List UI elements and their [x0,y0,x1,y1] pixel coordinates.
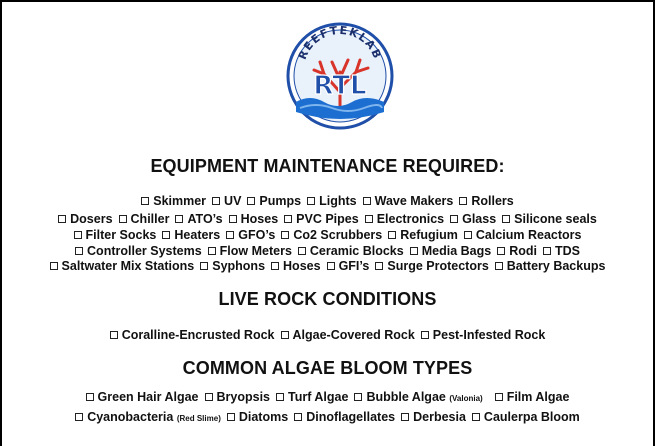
checkbox-label: Turf Algae [288,390,349,404]
checkbox-label: Filter Socks [85,228,157,242]
checkbox[interactable] [464,231,472,239]
logo-emblem [286,22,394,130]
checkbox[interactable] [502,215,510,223]
checkbox-label: ATO’s [187,212,223,226]
checkbox[interactable] [354,393,362,401]
checkbox-item[interactable] [205,390,271,404]
equipment-row-1 [2,194,653,208]
checkbox[interactable] [200,262,208,270]
checkbox-label: Chiller [130,212,170,226]
checkbox-item[interactable] [298,244,404,258]
checkbox-label: Derbesia [413,410,466,424]
checkbox-label: Dosers [70,212,113,226]
algae-row-2 [2,410,653,424]
checkbox-item[interactable] [271,259,321,273]
checkbox-label: UV [224,194,242,208]
checkbox-item[interactable]: Film Algae [495,390,570,404]
checkbox[interactable] [50,262,58,270]
checkbox-item[interactable] [281,228,382,242]
checkbox-item[interactable] [58,212,112,226]
checkbox-item[interactable] [375,259,488,273]
checkbox-label: Saltwater Mix Stations [61,259,195,273]
checkbox[interactable] [74,231,82,239]
checkbox[interactable] [281,331,289,339]
checkbox[interactable] [497,247,505,255]
checkbox-item[interactable] [365,212,444,226]
checkbox-item[interactable] [86,390,199,404]
checkbox-label: Wave Makers [374,194,454,208]
checkbox[interactable] [175,215,183,223]
checkbox-item[interactable] [162,228,220,242]
checkbox[interactable] [281,231,289,239]
checkbox-label: Rollers [471,194,514,208]
checkbox-item[interactable] [75,244,202,258]
checkbox-label: Skimmer [153,194,207,208]
checkbox[interactable] [363,197,371,205]
checkbox-label: Controller Systems [87,244,202,258]
checkbox[interactable] [141,197,149,205]
checkbox-label: Flow Meters [219,244,292,258]
checkbox[interactable] [271,262,279,270]
checkbox-label: Hoses [240,212,279,226]
checkbox-label: Surge Protectors [387,259,489,273]
checkbox-item[interactable] [307,194,357,208]
checkbox[interactable] [375,262,383,270]
checkbox-item[interactable] [281,328,415,342]
checkbox[interactable] [212,197,220,205]
checkbox[interactable] [162,231,170,239]
checkbox-item[interactable] [229,212,279,226]
checkbox[interactable] [495,393,503,401]
checkbox[interactable] [110,331,118,339]
checkbox-item[interactable] [363,194,454,208]
checkbox-item[interactable] [450,212,496,226]
equipment-row-2 [2,212,653,226]
checkbox-label: Battery Backups [506,259,606,273]
checkbox-item[interactable] [141,194,206,208]
checkbox[interactable] [284,215,292,223]
checkbox-label: Silicone seals [514,212,597,226]
checkbox-item[interactable] [212,194,241,208]
checkbox-label: Calcium Reactors [475,228,582,242]
logo-brand-text: REEFTEKLAB [295,23,385,62]
checkbox[interactable] [365,215,373,223]
checkbox-label: Heaters [174,228,221,242]
checkbox-item[interactable] [327,259,370,273]
checkbox-label: Ceramic Blocks [309,244,404,258]
checkbox-item[interactable] [388,228,458,242]
checkbox-item[interactable] [276,390,348,404]
checkbox-item[interactable] [200,259,265,273]
checkbox-item[interactable] [464,228,582,242]
checkbox-label: Syphons [212,259,266,273]
checkbox-item[interactable] [119,212,170,226]
checkbox-label: Refugium [400,228,458,242]
checkbox[interactable] [307,197,315,205]
checkbox-item[interactable] [495,259,606,273]
checkbox[interactable] [208,247,216,255]
checkbox-label: Dinoflagellates [306,410,396,424]
checkbox[interactable] [247,197,255,205]
checkbox[interactable] [227,413,235,421]
algae-heading: COMMON ALGAE BLOOM TYPES [182,358,473,378]
checkbox-item[interactable] [459,194,513,208]
checkbox[interactable] [119,215,127,223]
equipment-row-4 [2,244,653,258]
checkbox-label: Caulerpa Bloom [483,410,580,424]
live-rock-row-1 [2,328,653,342]
checkbox-item[interactable] [543,244,580,258]
checkbox-item[interactable] [226,228,275,242]
checkbox-item[interactable]: Bubble Algae (Valonia) [354,390,482,404]
checkbox-label: Rodi [509,244,537,258]
live-rock-heading: LIVE ROCK CONDITIONS [218,289,437,309]
checkbox[interactable] [298,247,306,255]
algae-row-1 [2,390,653,404]
checkbox[interactable] [472,413,480,421]
checkbox-label: Media Bags [421,244,492,258]
checkbox-label: TDS [554,244,580,258]
checkbox-item[interactable] [247,194,301,208]
checkbox[interactable] [543,247,551,255]
checkbox-label: Co2 Scrubbers [293,228,383,242]
checkbox[interactable] [205,393,213,401]
checkbox-item[interactable] [50,259,195,273]
checkbox-label: GFI’s [338,259,370,273]
checkbox-label: Bryopsis [216,390,271,404]
checkbox-item[interactable] [74,228,157,242]
checkbox-item[interactable] [227,410,288,424]
checkbox[interactable] [495,262,503,270]
checkbox[interactable] [226,231,234,239]
checkbox-label: Diatoms [238,410,289,424]
equipment-row-5 [2,259,653,273]
checkbox-label: Lights [319,194,357,208]
checkbox-item[interactable] [497,244,537,258]
checkbox[interactable] [459,197,467,205]
checkbox[interactable] [75,413,83,421]
checkbox-item[interactable] [110,328,275,342]
checkbox[interactable] [86,393,94,401]
checkbox-label: Algae-Covered Rock [292,328,415,342]
checkbox-item[interactable]: Cyanobacteria (Red Slime) [75,410,221,424]
checkbox-label: GFO’s [238,228,276,242]
checkbox-item[interactable] [472,410,580,424]
checkbox[interactable] [388,231,396,239]
checkbox-item[interactable] [502,212,597,226]
checkbox-item[interactable] [284,212,359,226]
checkbox-item[interactable] [401,410,466,424]
checkbox-item[interactable] [421,328,546,342]
logo-monogram: RTL [313,71,367,101]
checkbox-label: Coralline-Encrusted Rock [121,328,275,342]
checkbox-item[interactable] [410,244,491,258]
checkbox-label: Glass [462,212,497,226]
checkbox[interactable] [75,247,83,255]
checkbox-label: Pest-Infested Rock [432,328,546,342]
checkbox-label: Hoses [283,259,321,273]
checkbox-label: Pumps [259,194,302,208]
checkbox[interactable] [327,262,335,270]
checkbox[interactable] [410,247,418,255]
checkbox[interactable] [229,215,237,223]
checkbox-item[interactable] [208,244,292,258]
checkbox-item[interactable] [294,410,395,424]
reefteklab-logo [286,22,394,130]
checkbox[interactable] [450,215,458,223]
checkbox[interactable] [276,393,284,401]
checkbox-label: Green Hair Algae [97,390,199,404]
checkbox-label: PVC Pipes [296,212,359,226]
checkbox[interactable] [401,413,409,421]
equipment-row-3 [2,228,653,242]
equipment-heading: EQUIPMENT MAINTENANCE REQUIRED: [150,156,505,176]
checkbox[interactable] [421,331,429,339]
checkbox-item[interactable] [175,212,222,226]
checkbox-label: Electronics [376,212,445,226]
checkbox[interactable] [294,413,302,421]
checkbox[interactable] [58,215,66,223]
